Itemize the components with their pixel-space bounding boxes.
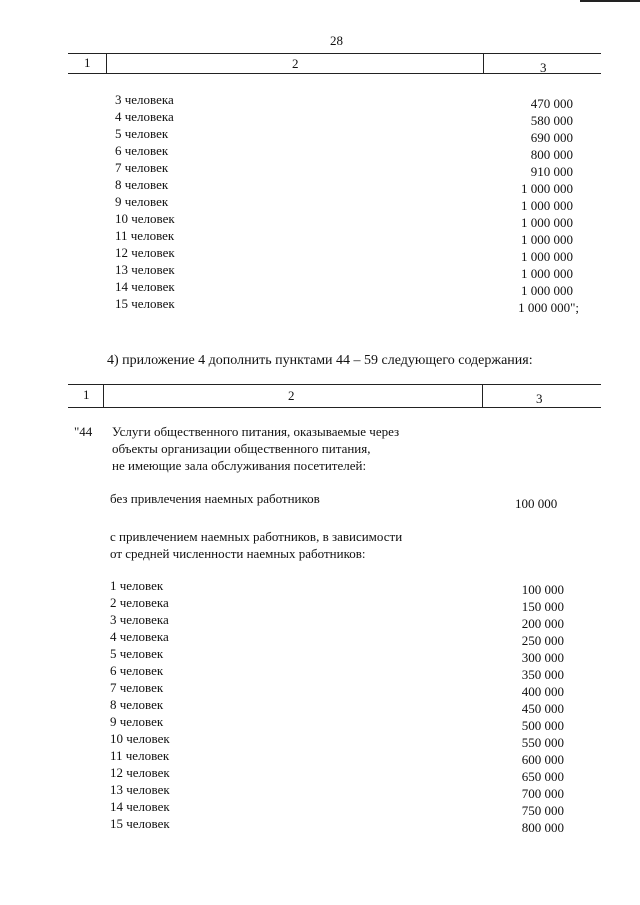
list-item-value: 1 000 000 — [521, 283, 573, 298]
list-item-value: 470 000 — [530, 96, 573, 111]
table2-header-divider-1 — [103, 384, 104, 408]
table1-header-bottom-border — [68, 73, 601, 74]
with-hired-line-2: от средней численности наемных работников: — [110, 546, 366, 561]
list-item-value: 690 000 — [530, 130, 573, 145]
list-item-label: 8 человек — [115, 177, 169, 192]
list-item-value: 750 000 — [521, 803, 564, 818]
list-item-value: 350 000 — [521, 667, 564, 682]
table2-col2-header: 2 — [288, 388, 295, 403]
list-item-label: 11 человек — [110, 748, 170, 763]
list-item-value: 1 000 000 — [521, 266, 573, 281]
list-item-value: 500 000 — [521, 718, 564, 733]
scan-edge-mark — [580, 0, 640, 2]
table1-col3-header: 3 — [540, 60, 547, 75]
list-item-value: 250 000 — [521, 633, 564, 648]
list-item-value: 1 000 000"; — [518, 300, 579, 315]
table1-col2-header: 2 — [292, 56, 299, 71]
list-item-label: 6 человек — [110, 663, 164, 678]
table1-header-divider-1 — [106, 53, 107, 74]
list-item-label: 7 человек — [115, 160, 169, 175]
list-item-label: 10 человек — [115, 211, 175, 226]
list-item-value: 910 000 — [530, 164, 573, 179]
no-hired-label: без привлечения наемных работников — [110, 491, 320, 506]
list-item-label: 15 человек — [110, 816, 170, 831]
table1-header-top-border — [68, 53, 601, 54]
item-title-line-1: Услуги общественного питания, оказываемые через — [112, 424, 400, 439]
list-item-value: 800 000 — [530, 147, 573, 162]
list-item-value: 150 000 — [521, 599, 564, 614]
list-item-value: 200 000 — [521, 616, 564, 631]
list-item-value: 580 000 — [530, 113, 573, 128]
list-item-label: 1 человек — [110, 578, 164, 593]
list-item-value: 1 000 000 — [521, 198, 573, 213]
list-item-label: 9 человек — [110, 714, 164, 729]
list-item-value: 600 000 — [521, 752, 564, 767]
list-item-label: 12 человек — [115, 245, 175, 260]
table1-header-divider-2 — [483, 53, 484, 74]
list-item-label: 13 человек — [110, 782, 170, 797]
with-hired-line-1: с привлечением наемных работников, в зависимости — [110, 529, 403, 544]
list-item-value: 300 000 — [521, 650, 564, 665]
list-item-label: 7 человек — [110, 680, 164, 695]
list-item-label: 15 человек — [115, 296, 175, 311]
list-item-label: 6 человек — [115, 143, 169, 158]
item-title-line-2: объекты организации общественного питания, — [112, 441, 371, 456]
table1-col1-header: 1 — [84, 55, 91, 70]
item-number: "44 — [74, 424, 93, 439]
list-item-label: 13 человек — [115, 262, 175, 277]
list-item-label: 5 человек — [115, 126, 169, 141]
list-item-label: 10 человек — [110, 731, 170, 746]
page-number: 28 — [330, 33, 343, 48]
list-item-label: 3 человека — [110, 612, 169, 627]
item-title-line-3: не имеющие зала обслуживания посетителей: — [112, 458, 367, 473]
list-item-label: 4 человека — [110, 629, 169, 644]
table2-header-divider-2 — [482, 384, 483, 408]
list-item-label: 5 человек — [110, 646, 164, 661]
list-item-value: 450 000 — [521, 701, 564, 716]
list-item-label: 2 человека — [110, 595, 169, 610]
list-item-value: 100 000 — [521, 582, 564, 597]
list-item-value: 700 000 — [521, 786, 564, 801]
list-item-value: 550 000 — [521, 735, 564, 750]
list-item-value: 1 000 000 — [521, 249, 573, 264]
table2-header-top-border — [68, 384, 601, 385]
no-hired-value: 100 000 — [515, 496, 558, 511]
list-item-value: 400 000 — [521, 684, 564, 699]
table2-col3-header: 3 — [536, 391, 543, 406]
list-item-value: 1 000 000 — [521, 181, 573, 196]
list-item-value: 1 000 000 — [521, 215, 573, 230]
list-item-label: 9 человек — [115, 194, 169, 209]
paragraph-4: 4) приложение 4 дополнить пунктами 44 – 59 следующего содержания: — [107, 353, 533, 368]
list-item-label: 12 человек — [110, 765, 170, 780]
list-item-label: 8 человек — [110, 697, 164, 712]
list-item-label: 3 человека — [115, 92, 174, 107]
list-item-value: 1 000 000 — [521, 232, 573, 247]
table2-header-bottom-border — [68, 407, 601, 408]
list-item-label: 11 человек — [115, 228, 175, 243]
list-item-label: 4 человека — [115, 109, 174, 124]
list-item-value: 650 000 — [521, 769, 564, 784]
list-item-label: 14 человек — [110, 799, 170, 814]
list-item-value: 800 000 — [521, 820, 564, 835]
table2-col1-header: 1 — [83, 387, 90, 402]
list-item-label: 14 человек — [115, 279, 175, 294]
